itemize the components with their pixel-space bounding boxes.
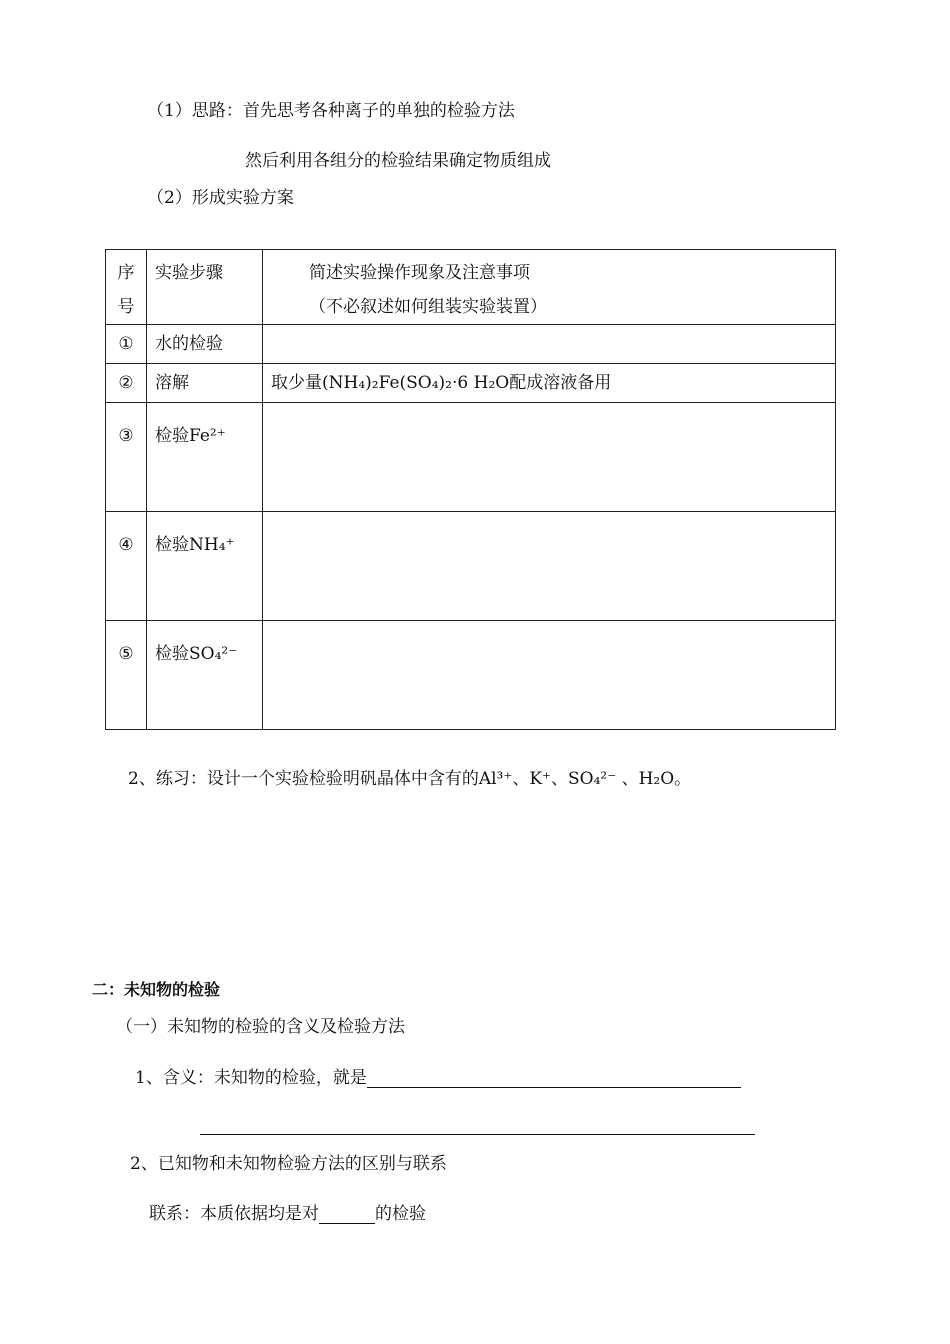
row-step: 溶解 xyxy=(155,373,189,393)
form-plan-line: （2）形成实验方案 xyxy=(147,188,294,208)
header-desc-line1: 简述实验操作现象及注意事项 xyxy=(309,263,530,283)
row-num: ④ xyxy=(118,535,134,555)
link-suffix: 的检验 xyxy=(375,1204,426,1224)
section2-heading: 二：未知物的检验 xyxy=(92,980,221,999)
row-content: 取少量(NH₄)₂Fe(SO₄)₂·6 H₂O配成溶液备用 xyxy=(271,373,612,393)
definition-line xyxy=(135,1070,741,1088)
table-row xyxy=(106,364,836,403)
link-prefix: 联系：本质依据均是对 xyxy=(149,1204,319,1224)
definition-blank[interactable] xyxy=(367,1070,741,1088)
row-content xyxy=(271,621,835,637)
section2-sub1: （一）未知物的检验的含义及检验方法 xyxy=(116,1017,405,1037)
thought-line-continued: 然后利用各组分的检验结果确定物质组成 xyxy=(245,151,551,171)
row-step: 检验Fe²⁺ xyxy=(155,426,226,446)
header-index-line1: 序 xyxy=(117,263,135,283)
definition-label: 1、含义：未知物的检验，就是 xyxy=(135,1068,367,1088)
header-step: 实验步骤 xyxy=(147,250,263,325)
exercise-line: 2、练习：设计一个实验检验明矾晶体中含有的Al³⁺、K⁺、SO₄²⁻ 、H₂O。 xyxy=(128,769,692,789)
row-content xyxy=(271,325,835,327)
header-index xyxy=(106,250,147,325)
thought-line: （1）思路：首先思考各种离子的单独的检验方法 xyxy=(147,101,515,121)
row-step: 水的检验 xyxy=(155,334,223,354)
header-desc-line2: （不必叙述如何组装实验装置） xyxy=(309,297,547,317)
row-num: ② xyxy=(118,373,134,393)
row-num: ③ xyxy=(118,426,134,446)
row-step: 检验SO₄²⁻ xyxy=(155,644,238,664)
table-row xyxy=(106,621,836,730)
table-row xyxy=(106,325,836,364)
header-desc xyxy=(263,250,836,325)
table-row xyxy=(106,403,836,512)
row-step: 检验NH₄⁺ xyxy=(155,535,235,555)
link-line xyxy=(149,1206,426,1224)
difference-line: 2、已知物和未知物检验方法的区别与联系 xyxy=(130,1154,447,1174)
table-header-row xyxy=(106,250,836,325)
definition-blank-line2[interactable] xyxy=(200,1120,755,1135)
row-num: ① xyxy=(118,334,134,354)
header-index-line2: 号 xyxy=(117,297,135,317)
row-num: ⑤ xyxy=(118,644,134,664)
experiment-table xyxy=(105,249,836,730)
row-content xyxy=(271,512,835,528)
table-row xyxy=(106,512,836,621)
row-content xyxy=(271,403,835,419)
link-blank[interactable] xyxy=(319,1206,375,1224)
